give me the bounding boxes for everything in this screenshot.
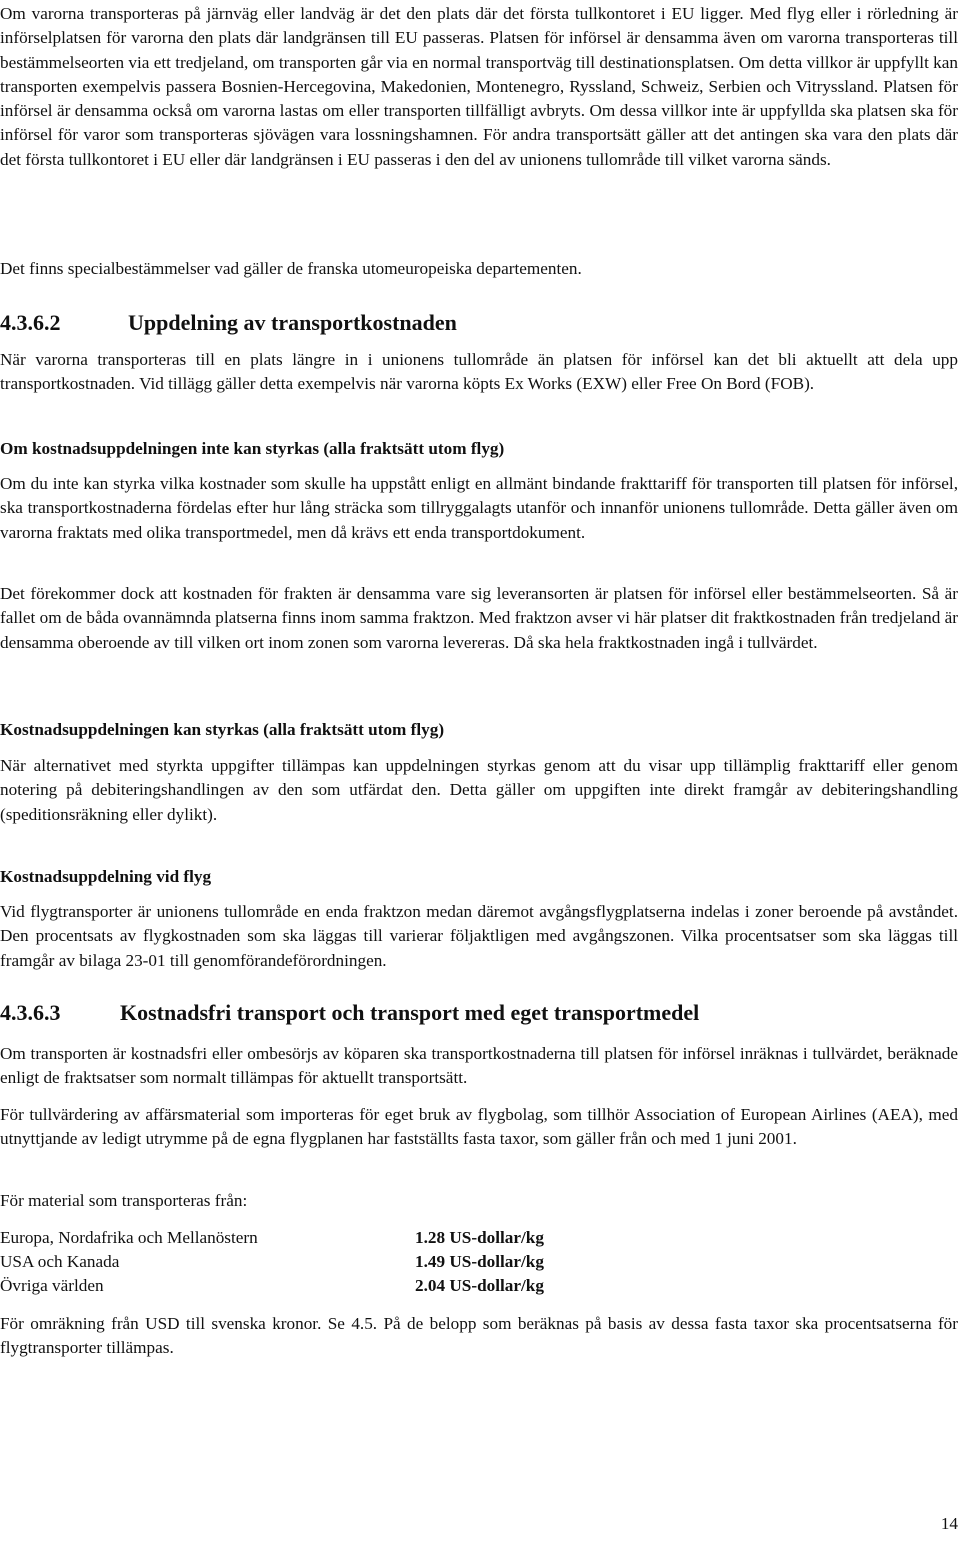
section-title: Kostnadsfri transport och transport med eget transportmedel [120,1000,700,1025]
rate-value: 1.28 US-dollar/kg [415,1228,544,1247]
section-paragraph: Det förekommer dock att kostnaden för frakten är densamma vare sig leveransorten är platsen för införsel eller bestämmelseorten. Så är fallet om de båda ovannämnda platserna finns inom samma fraktzon. Med fraktzon avser vi här platser dit fraktkostnaden från tredjeland är densamma oberoende av till vilken ort inom zonen som varorna levereras. Då ska hela fraktkostnaden ingå i tullvärdet. [0,584,958,652]
section-paragraph: När alternativet med styrkta uppgifter tillämpas kan uppdelningen styrkas genom att du visar upp tillämplig frakttariff eller genom notering på debiteringshandlingen av den som utfärdat den. Detta gäller om uppgiften inte direkt framgår av debiteringshandling (speditionsräkning eller dylikt). [0,756,958,824]
intro-paragraph: Om varorna transporteras på järnväg eller landväg är det den plats där det första tullkontoret i EU ligger. Med flyg eller i rörledning är införselplatsen för varorna den plats där landgränsen till EU passeras. Platsen för införsel är densamma även om varorna transporteras till bestämmelseorten via ett tredjeland, om transporten går via en normal transportväg till destinationsplatsen. Om detta villkor är uppfyllt kan transporten exempelvis passera Bosnien-Hercegovina, Makedonien, Montenegro, Ryssland, Schweiz, Serbien och Vitryssland. Platsen för införsel är densamma också om varorna lastas om eller transporten tillfälligt avbryts. Om dessa villkor inte är uppfyllda ska platsen ska för införsel för varor som transporteras sjövägen vara lossningshamnen. För andra transportsätt gäller att det antingen ska vara den plats där det första tullkontoret i EU eller där landgränsen i EU passeras i den del av unionens tullområde till vilket varorna sänds. [0,4,958,169]
section-title: Uppdelning av transportkostnaden [128,310,457,335]
subsection-title: Kostnadsuppdelning vid flyg [0,867,212,886]
rate-value: 1.49 US-dollar/kg [415,1252,544,1271]
section-number: 4.3.6.2 [0,310,61,335]
page-number: 14 [940,1514,958,1533]
subsection-title: Om kostnadsuppdelningen inte kan styrkas (alla fraktsätt utom flyg) [0,439,505,458]
section-number: 4.3.6.3 [0,1000,61,1025]
section-paragraph: För tullvärdering av affärsmaterial som importeras för eget bruk av flygbolag, som tillhör Association of European Airlines (AEA), med utnyttjande av ledigt utrymme på de egna flygplanen har fastställts fasta taxor, som gäller från och med 1 juni 2001. [0,1105,958,1149]
rate-region: Övriga världen [0,1276,104,1295]
section-paragraph: För material som transporteras från: [0,1191,248,1210]
intro-paragraph-2: Det finns specialbestämmelser vad gäller de franska utomeuropeiska departementen. [0,259,582,278]
rate-region: Europa, Nordafrika och Mellanöstern [0,1228,258,1247]
section-paragraph: Om transporten är kostnadsfri eller ombesörjs av köparen ska transportkostnaderna till platsen för införsel inräknas i tullvärdet, beräknade enligt de fraktsatser som normalt tillämpas för aktuellt transportsätt. [0,1044,958,1088]
section-paragraph: Om du inte kan styrka vilka kostnader som skulle ha uppstått enligt en allmänt bindande frakttariff för transporten till platsen för införsel, ska transportkostnaderna fördelas efter hur lång sträcka som tillryggalagts utanför och innanför unionens tullområde. Detta gäller även om varorna fraktats med olika transportmedel, men då krävs ett enda transportdokument. [0,474,958,542]
rate-value: 2.04 US-dollar/kg [415,1276,544,1295]
section-paragraph: Vid flygtransporter är unionens tullområde en enda fraktzon medan däremot avgångsflygplatserna indelas i zoner beroende på avståndet. Den procentsats av flygkostnaden som ska läggas till varierar följaktligen med avgångszonen. Vilka procentsatser som ska läggas till framgår av bilaga 23-01 till genomförandeförordningen. [0,902,958,970]
section-paragraph: För omräkning från USD till svenska kronor. Se 4.5. På de belopp som beräknas på basis av dessa fasta taxor ska procentsatserna för flygtransporter tillämpas. [0,1314,958,1358]
subsection-title: Kostnadsuppdelningen kan styrkas (alla fraktsätt utom flyg) [0,720,445,739]
section-paragraph: När varorna transporteras till en plats längre in i unionens tullområde än platsen för införsel kan det bli aktuellt att dela upp transportkostnaden. Vid tillägg gäller detta exempelvis när varorna köpts Ex Works (EXW) eller Free On Bord (FOB). [0,350,958,394]
rate-region: USA och Kanada [0,1252,120,1271]
